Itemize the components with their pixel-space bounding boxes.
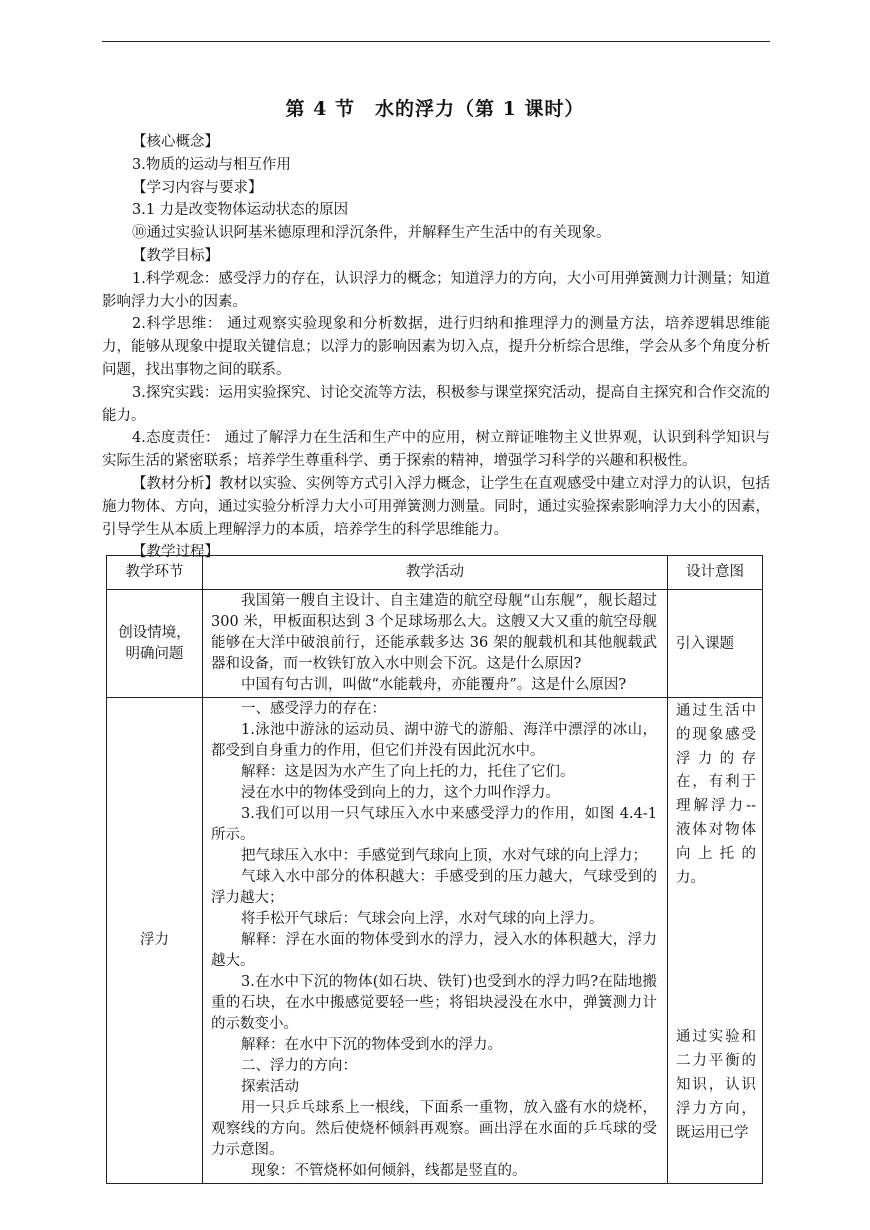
activity-paragraph: 浸在水中的物体受到向上的力，这个力叫作浮力。 xyxy=(241,785,560,801)
stage-label-line: 创设情境， xyxy=(118,624,191,641)
teaching-process-table xyxy=(106,555,763,1184)
stage-label-line: 明确问题 xyxy=(125,645,184,662)
process-heading: 【教学过程】 xyxy=(132,544,219,561)
design-cell xyxy=(668,590,763,698)
stage-cell xyxy=(107,590,203,698)
activity-paragraph: 解释：这是因为水产生了向上托的力，托住了它们。 xyxy=(241,764,575,780)
activity-paragraph: 解释：浮在水面的物体受到水的浮力，浸入水的体积越大，浮力越大。 xyxy=(211,932,657,969)
goal-3: 3.探究实践：运用实验探究、讨论交流等方法，积极参与课堂探究活动，提高自主探究和合作交流的能力。 xyxy=(102,384,770,424)
page-title: 第 4 节 水的浮力（第 1 课时） xyxy=(285,98,585,120)
activity-paragraph: 中国有句古训，叫做“水能载舟，亦能覆舟”。这是什么原因? xyxy=(241,677,627,693)
table-row xyxy=(107,698,763,1184)
activity-paragraph: 把气球压入水中：手感觉到气球向上顶，水对气球的向上浮力； xyxy=(241,848,647,864)
stage-cell: 浮力 xyxy=(107,698,203,1184)
textbook-analysis: 【教材分析】教材以实验、实例等方式引入浮力概念，让学生在直观感受中建立对浮力的认识，包括施力物体、方向，通过实验分析浮力大小可用弹簧测力测量。同时，通过实验探索影响浮力大小的因素，引导学生从本质上理解浮力的本质，培养学生的科学思维能力。 xyxy=(102,475,770,538)
lesson-intro xyxy=(102,131,770,564)
requirements-heading: 【学习内容与要求】 xyxy=(132,179,263,196)
design-intent: 引入课题 xyxy=(676,635,734,652)
activity-paragraph: 3.在水中下沉的物体(如石块、铁钉)也受到水的浮力吗?在陆地搬重的石块，在水中搬感觉要轻一些；将铝块浸没在水中，弹簧测力计的示数变小。 xyxy=(211,974,657,1032)
activity-paragraph: 解释：在水中下沉的物体受到水的浮力。 xyxy=(241,1037,502,1053)
top-rule xyxy=(102,41,770,42)
design-spacer xyxy=(676,890,756,1026)
activity-paragraph: 1.泳池中游泳的运动员、湖中游弋的游船、海洋中漂浮的冰山，都受到自身重力的作用，但它们并没有因此沉水中。 xyxy=(211,722,657,759)
goal-1: 1.科学观念：感受浮力的存在，认识浮力的概念；知道浮力的方向，大小可用弹簧测力计测量；知道影响浮力大小的因素。 xyxy=(102,270,770,310)
header-stage: 教学环节 xyxy=(107,556,203,590)
activity-paragraph: 探索活动 xyxy=(241,1079,299,1095)
header-activity: 教学活动 xyxy=(203,556,668,590)
activity-paragraph: 一、感受浮力的存在： xyxy=(241,701,386,717)
goal-4: 4.态度责任： 通过了解浮力在生活和生产中的应用，树立辩证唯物主义世界观，认识到科学知识与实际生活的紧密联系；培养学生尊重科学、勇于探索的精神，增强学习科学的兴趣和积极性。 xyxy=(102,430,770,470)
activity-paragraph: 二、浮力的方向： xyxy=(241,1058,357,1074)
activity-cell xyxy=(203,590,668,698)
requirement-item-1: 3.1 力是改变物体运动状态的原因 xyxy=(132,202,349,219)
activity-paragraph: 我国第一艘自主设计、自主建造的航空母舰“山东舰”，舰长超过 300 米，甲板面积达到 3 个足球场那么大。这艘又大又重的航空母舰能够在大洋中破浪前行，还能承载多达 36 架的舰载机和其他舰载武器和设备，而一枚铁钉放入水中则会下沉。这是什么原因? xyxy=(211,593,657,672)
core-concept-heading: 【核心概念】 xyxy=(132,134,219,150)
activity-paragraph: 用一只乒乓球系上一根线，下面系一重物，放入盛有水的烧杯，观察线的方向。然后使烧杯倾斜再观察。画出浮在水面的乒乓球的受力示意图。 xyxy=(211,1100,657,1158)
design-intent: 通过生活中的现象感受浮力的存在，有利于理解浮力--液体对物体向上托的力。 xyxy=(676,703,756,886)
activity-paragraph: 现象：不管烧杯如何倾斜，线都是竖直的。 xyxy=(251,1163,527,1179)
core-concept-item: 3.物质的运动与相互作用 xyxy=(132,156,291,173)
goals-heading: 【教学目标】 xyxy=(132,247,219,264)
header-design: 设计意图 xyxy=(668,556,763,590)
activity-paragraph: 将手松开气球后：气球会向上浮，水对气球的向上浮力。 xyxy=(241,911,604,927)
requirement-item-2: ⑩通过实验认识阿基米德原理和浮沉条件，并解释生产生活中的有关现象。 xyxy=(132,225,611,242)
activity-paragraph: 3.我们可以用一只气球压入水中来感受浮力的作用，如图 4.4-1 所示。 xyxy=(211,806,657,843)
design-intent: 通过实验和二力平衡的知识，认识浮力方向，既运用已学 xyxy=(676,1029,756,1141)
design-cell xyxy=(668,698,763,1184)
table-header-row xyxy=(107,556,763,590)
activity-cell xyxy=(203,698,668,1184)
activity-paragraph: 气球入水中部分的体积越大：手感受到的压力越大，气球受到的浮力越大； xyxy=(211,869,657,906)
goal-2: 2.科学思维： 通过观察实验现象和分析数据，进行归纳和推理浮力的测量方法，培养逻辑思维能力，能够从现象中提取关键信息；以浮力的影响因素为切入点，提升分析综合思维，学会从多个角度分析问题，找出事物之间的联系。 xyxy=(102,316,770,378)
table-row xyxy=(107,590,763,698)
